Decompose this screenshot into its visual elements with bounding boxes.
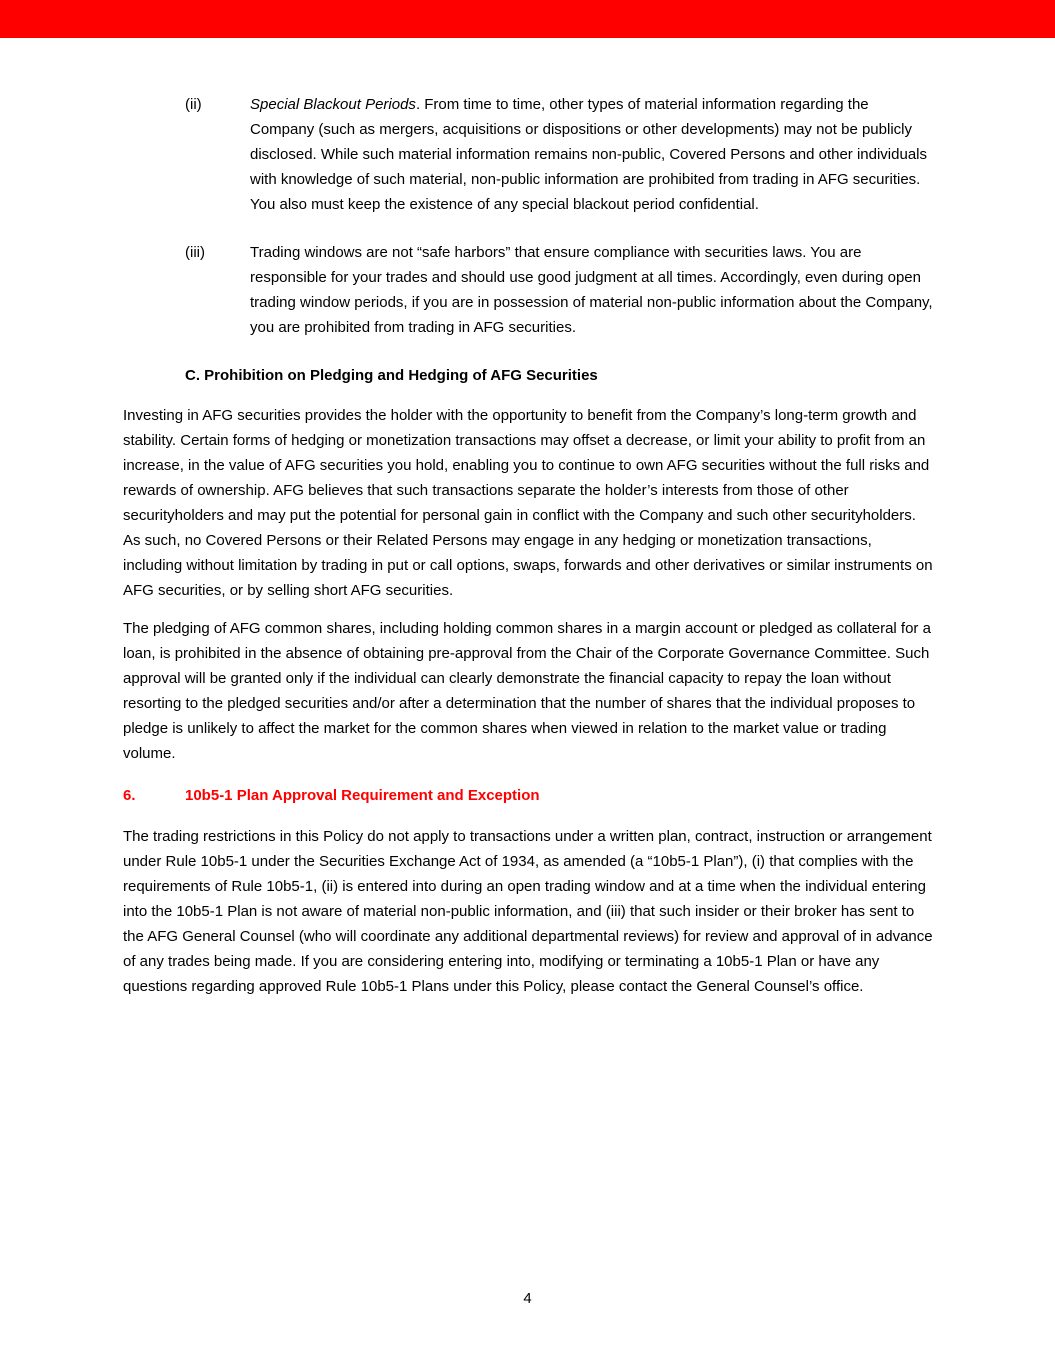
list-item-iii-text: Trading windows are not “safe harbors” that ensure compliance with securities laws. You are responsible for your trades and should use good judgment at all times. Accordingly, even during open trading window periods, if you are in possession of material non-public information about the Company, you are prohibited from trading in AFG securities. <box>250 244 933 336</box>
document-content <box>0 38 1055 1012</box>
paragraph-pledging: The pledging of AFG common shares, including holding common shares in a margin account or pledged as collateral for a loan, is prohibited in the absence of obtaining pre-approval from the Chair of the Corporate Governance Committee. Such approval will be granted only if the individual can clearly demonstrate the financial capacity to repay the loan without resorting to the pledged securities and/or after a determination that the number of shares that the individual proposes to pledge is unlikely to affect the market for the common shares when viewed in relation to the market value or trading volume. <box>123 620 931 762</box>
paragraph-10b5-1-plan: The trading restrictions in this Policy do not apply to transactions under a written plan, contract, instruction or arrangement under Rule 10b5-1 under the Securities Exchange Act of 1934, as amended (a “10b5-1 Plan”), (i) that complies with the requirements of Rule 10b5-1, (ii) is entered into during an open trading window and at a time when the individual entering into the 10b5-1 Plan is not aware of material non-public information, and (iii) that such insider or their broker has sent to the AFG General Counsel (who will coordinate any additional departmental reviews) for review and approval of in advance of any trades being made. If you are considering entering into, modifying or terminating a 10b5-1 Plan or have any questions regarding approved Rule 10b5-1 Plans under this Policy, please contact the General Counsel’s office. <box>123 828 933 995</box>
page-footer <box>0 1290 1055 1307</box>
list-item-iii <box>185 240 933 340</box>
heading-section-c: C. Prohibition on Pledging and Hedging of AFG Securities <box>185 367 598 384</box>
paragraph-hedging: Investing in AFG securities provides the holder with the opportunity to benefit from the Company’s long-term growth and stability. Certain forms of hedging or monetization transactions may offset a decrease, or limit your ability to profit from an increase, in the value of AFG securities you hold, enabling you to continue to own AFG securities without the full risks and rewards of ownership. AFG believes that such transactions separate the holder’s interests from those of other securityholders and may put the potential for personal gain in conflict with the Company and such other securityholders. As such, no Covered Persons or their Related Persons may engage in any hedging or monetization transactions, including without limitation by trading in put or call options, swaps, forwards and other derivatives or similar instruments on AFG securities, or by selling short AFG securities. <box>123 407 933 599</box>
section-6-title: 10b5-1 Plan Approval Requirement and Exception <box>185 787 540 804</box>
list-marker-iii: (iii) <box>185 244 205 261</box>
list-marker-ii: (ii) <box>185 96 202 113</box>
top-red-banner <box>0 0 1055 38</box>
list-item-ii-body: . From time to time, other types of material information regarding the Company (such as mergers, acquisitions or dispositions or other developments) may not be publicly disclosed. While such material information remains non-public, Covered Persons and other individuals with knowledge of such material, non-public information are prohibited from trading in AFG securities. You also must keep the existence of any special blackout period confidential. <box>250 96 927 213</box>
page-number: 4 <box>523 1290 532 1307</box>
section-6-number: 6. <box>123 787 136 804</box>
list-item-ii <box>185 92 933 217</box>
list-item-ii-text <box>250 92 933 217</box>
heading-section-6 <box>123 783 933 808</box>
italic-lead-special-blackout: Special Blackout Periods <box>250 96 416 113</box>
